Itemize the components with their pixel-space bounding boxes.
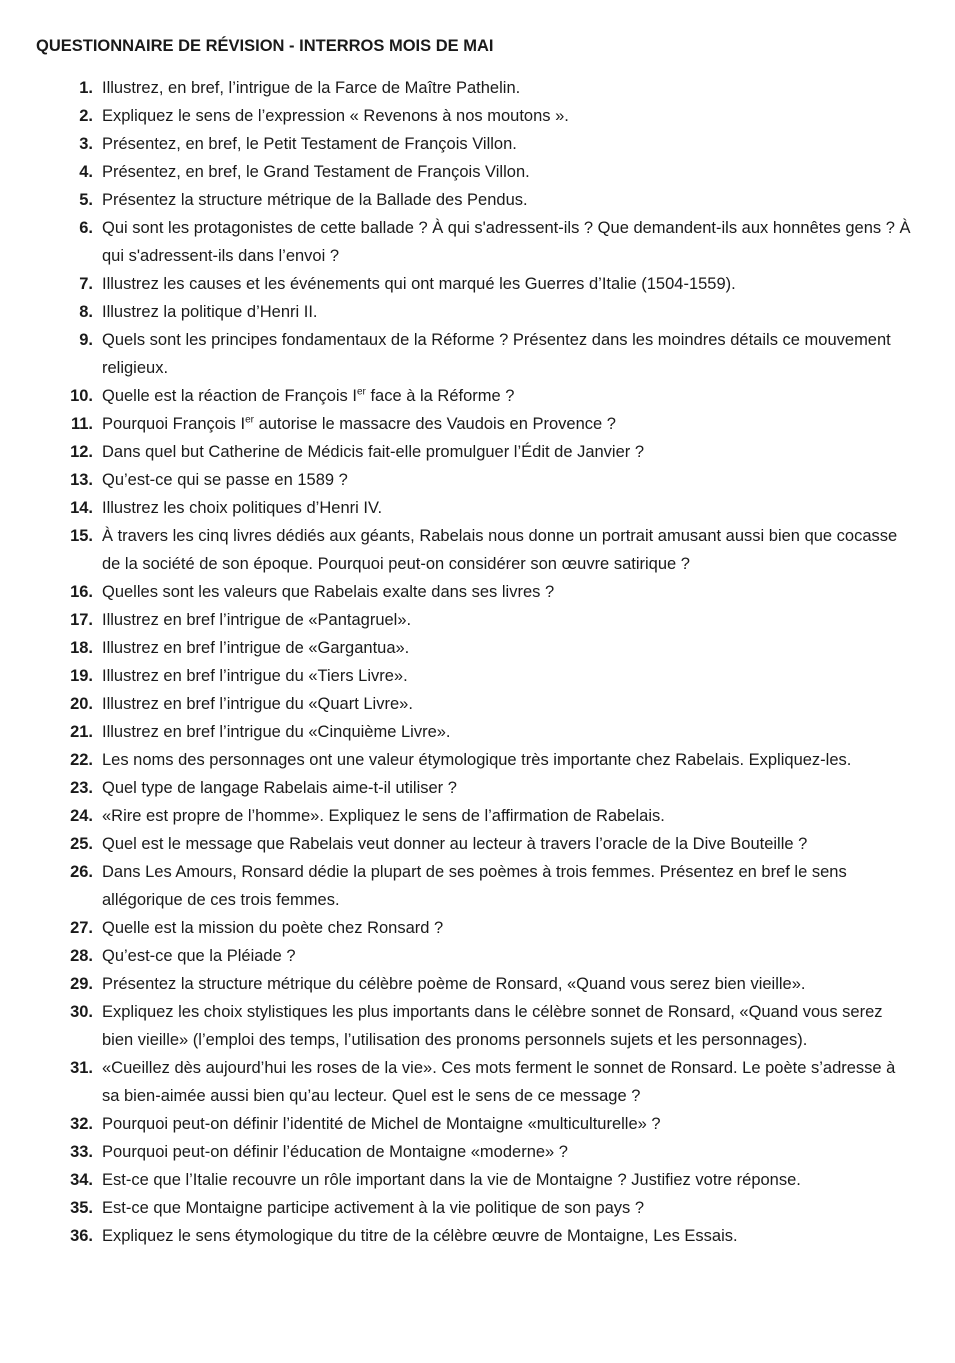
question-number: 12. [70, 443, 93, 461]
question-text: Pourquoi peut-on définir l’identité de Michel de Montaigne «multiculturelle» ? [102, 1115, 661, 1133]
question-number: 16. [70, 583, 93, 601]
question-text: Dans quel but Catherine de Médicis fait-elle promulguer l’Édit de Janvier ? [102, 443, 645, 461]
question-text: Expliquez les choix stylistiques les plus importants dans le célèbre sonnet de Ronsard, «Quand vous serez bien vieille» (l’emploi des temps, l’utilisation des pronoms personnels sujets et les personnages). [102, 1003, 883, 1049]
question-number: 24. [70, 807, 93, 825]
question-text: Expliquez le sens étymologique du titre de la célèbre œuvre de Montaigne, Les Essais. [102, 1227, 738, 1245]
question-text-part: Quelle est la réaction de François I [102, 387, 357, 405]
question-item [36, 130, 915, 158]
question-number: 3. [79, 135, 93, 153]
question-item [36, 1222, 915, 1250]
question-number: 29. [70, 975, 93, 993]
question-item [36, 606, 915, 634]
question-number: 5. [79, 191, 93, 209]
question-item [36, 634, 915, 662]
question-text: Illustrez les causes et les événements qui ont marqué les Guerres d’Italie (1504-1559). [102, 275, 736, 293]
question-number: 6. [79, 219, 93, 237]
question-number: 2. [79, 107, 93, 125]
question-item [36, 270, 915, 298]
question-list [36, 74, 915, 1250]
question-item [36, 1138, 915, 1166]
question-item [36, 802, 915, 830]
ordinal-superscript: er [356, 386, 366, 398]
question-text: Illustrez la politique d’Henri II. [102, 303, 318, 321]
question-item [36, 466, 915, 494]
question-item [36, 998, 915, 1054]
question-text: Pourquoi peut-on définir l’éducation de Montaigne «moderne» ? [102, 1143, 568, 1161]
question-number: 11. [70, 415, 93, 433]
question-number: 23. [70, 779, 93, 797]
question-number: 32. [70, 1115, 93, 1133]
question-text-part: autorise le massacre des Vaudois en Provence ? [253, 415, 616, 433]
question-item [36, 158, 915, 186]
question-number: 9. [79, 331, 93, 349]
question-item [36, 662, 915, 690]
question-item [36, 1166, 915, 1194]
question-text: Quelles sont les valeurs que Rabelais exalte dans ses livres ? [102, 583, 555, 601]
question-text: Est-ce que Montaigne participe activement à la vie politique de son pays ? [102, 1199, 645, 1217]
question-item [36, 914, 915, 942]
question-item [36, 774, 915, 802]
question-item [36, 326, 915, 382]
question-item [36, 1054, 915, 1110]
question-item [36, 438, 915, 466]
question-number: 35. [70, 1199, 93, 1217]
question-item [36, 830, 915, 858]
question-number: 13. [70, 471, 93, 489]
question-text: Quels sont les principes fondamentaux de la Réforme ? Présentez dans les moindres détails ce mouvement religieux. [102, 331, 891, 377]
question-number: 28. [70, 947, 93, 965]
question-number: 14. [70, 499, 93, 517]
question-text: Quel est le message que Rabelais veut donner au lecteur à travers l’oracle de la Dive Bouteille ? [102, 835, 808, 853]
question-number: 30. [70, 1003, 93, 1021]
ordinal-superscript: er [245, 414, 254, 426]
question-number: 22. [70, 751, 93, 769]
question-item [36, 578, 915, 606]
question-number: 17. [70, 611, 93, 629]
question-item [36, 1194, 915, 1222]
question-number: 15. [70, 527, 93, 545]
question-text: Dans Les Amours, Ronsard dédie la plupart de ses poèmes à trois femmes. Présentez en bref le sens allégorique de ces trois femmes. [102, 863, 847, 909]
question-item [36, 186, 915, 214]
question-item [36, 74, 915, 102]
question-text: Présentez, en bref, le Petit Testament de François Villon. [102, 135, 517, 153]
question-text: À travers les cinq livres dédiés aux géants, Rabelais nous donne un portrait amusant aussi bien que cocasse de la société de son époque. Pourquoi peut-on considérer son œuvre satirique ? [102, 527, 898, 573]
question-number: 20. [70, 695, 93, 713]
question-number: 27. [70, 919, 93, 937]
question-text: Quel type de langage Rabelais aime-t-il utiliser ? [102, 779, 457, 797]
question-text: Illustrez en bref l’intrigue du «Quart Livre». [102, 695, 413, 713]
question-text [102, 410, 915, 438]
question-number: 36. [70, 1227, 93, 1245]
question-number: 34. [70, 1171, 93, 1189]
question-item [36, 970, 915, 998]
question-text: Qui sont les protagonistes de cette ballade ? À qui s'adressent-ils ? Que demandent-ils aux honnêtes gens ? À qui s'adressent-ils dans l’envoi ? [102, 219, 911, 265]
question-number: 18. [70, 639, 93, 657]
question-text: Illustrez en bref l’intrigue de «Gargantua». [102, 639, 410, 657]
question-item [36, 298, 915, 326]
question-text-part: face à la Réforme ? [365, 387, 515, 405]
question-text [102, 382, 915, 410]
question-number: 4. [79, 163, 93, 181]
question-text: Qu’est-ce qui se passe en 1589 ? [102, 471, 348, 489]
question-number: 26. [70, 863, 93, 881]
question-item [36, 690, 915, 718]
question-text: Les noms des personnages ont une valeur étymologique très importante chez Rabelais. Expliquez-les. [102, 751, 852, 769]
question-text: «Rire est propre de l’homme». Expliquez le sens de l’affirmation de Rabelais. [102, 807, 665, 825]
question-item [36, 858, 915, 914]
question-number: 19. [70, 667, 93, 685]
question-item [36, 410, 915, 438]
question-item [36, 522, 915, 578]
question-text: Illustrez en bref l’intrigue du «Tiers Livre». [102, 667, 408, 685]
question-item [36, 494, 915, 522]
question-number: 21. [70, 723, 93, 741]
question-text: Qu’est-ce que la Pléiade ? [102, 947, 296, 965]
question-text: Expliquez le sens de l’expression « Revenons à nos moutons ». [102, 107, 569, 125]
question-item [36, 102, 915, 130]
question-item [36, 718, 915, 746]
question-text: Présentez la structure métrique du célèbre poème de Ronsard, «Quand vous serez bien vieille». [102, 975, 806, 993]
question-text: Présentez la structure métrique de la Ballade des Pendus. [102, 191, 528, 209]
question-text: «Cueillez dès aujourd’hui les roses de la vie». Ces mots ferment le sonnet de Ronsard. Le poète s’adresse à sa bien-aimée aussi bien qu’au lecteur. Quel est le sens de ce message ? [102, 1059, 896, 1105]
document-title: QUESTIONNAIRE DE RÉVISION - INTERROS MOIS DE MAI [36, 37, 494, 55]
question-item [36, 746, 915, 774]
question-item [36, 1110, 915, 1138]
question-text: Présentez, en bref, le Grand Testament de François Villon. [102, 163, 530, 181]
question-text: Illustrez les choix politiques d’Henri IV. [102, 499, 383, 517]
question-text: Quelle est la mission du poète chez Ronsard ? [102, 919, 444, 937]
question-number: 8. [79, 303, 93, 321]
question-item [36, 382, 915, 410]
question-text: Est-ce que l’Italie recouvre un rôle important dans la vie de Montaigne ? Justifiez votre réponse. [102, 1171, 801, 1189]
question-number: 33. [70, 1143, 93, 1161]
question-number: 10. [70, 387, 93, 405]
question-text: Illustrez en bref l’intrigue de «Pantagruel». [102, 611, 412, 629]
question-text: Illustrez, en bref, l’intrigue de la Farce de Maître Pathelin. [102, 79, 521, 97]
question-number: 31. [70, 1059, 93, 1077]
question-number: 25. [70, 835, 93, 853]
question-number: 1. [79, 79, 93, 97]
question-text: Illustrez en bref l’intrigue du «Cinquième Livre». [102, 723, 451, 741]
question-text-part: Pourquoi François I [102, 415, 246, 433]
question-item [36, 214, 915, 270]
question-item [36, 942, 915, 970]
question-number: 7. [79, 275, 93, 293]
